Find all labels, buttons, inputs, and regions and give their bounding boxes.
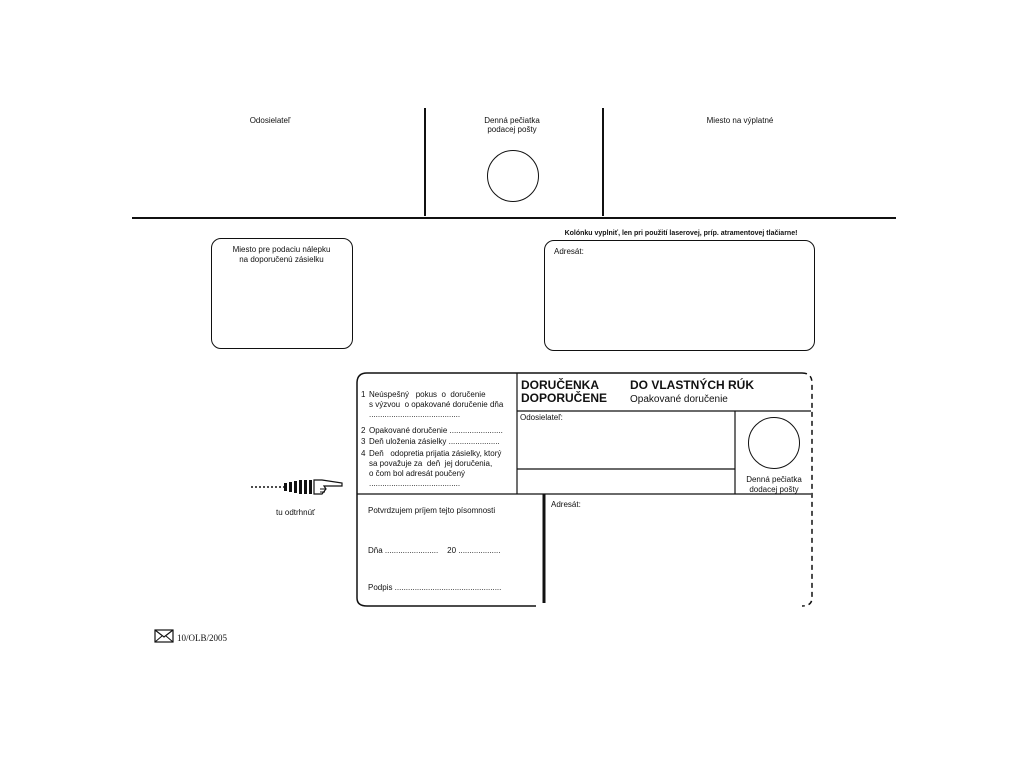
stamp-circle: [487, 150, 539, 202]
item-4-line1: Deň odopretia prijatia zásielky, ktorý: [369, 449, 502, 458]
receipt-addressee-label: Adresát:: [551, 500, 581, 509]
registered-sticker-box: [211, 238, 353, 349]
item-4-num: 4: [361, 449, 366, 458]
item-2-line1: Opakované doručenie ........................: [369, 426, 503, 435]
item-4: [361, 449, 516, 489]
item-3: [361, 437, 516, 447]
tear-here-label: tu odtrhnúť: [276, 508, 316, 517]
item-4-line3: o čom bol adresát poučený: [369, 469, 466, 478]
item-1-num: 1: [361, 390, 366, 399]
sticker-box-line1: Miesto pre podaciu nálepku: [232, 245, 331, 254]
stamp-label-line2: podacej pošty: [487, 125, 537, 134]
printer-instruction: Kolónku vyplniť, len pri použití laserovej, príp. atramentovej tlačiarne!: [564, 230, 798, 237]
receipt-stamp-line1: Denná pečiatka: [746, 475, 802, 484]
top-divider-right: [602, 108, 604, 216]
receipt-title-right1: DO VLASTNÝCH RÚK: [630, 378, 755, 392]
item-3-line1: Deň uloženia zásielky .......................: [369, 437, 500, 446]
item-4-line2: sa považuje za deň jej doručenia,: [369, 459, 493, 468]
date-field: Dňa ........................ 20 ...................: [368, 546, 501, 555]
item-1: [361, 390, 516, 419]
item-2-num: 2: [361, 426, 366, 435]
receipt-stamp-circle: [748, 417, 800, 469]
item-2: [361, 426, 516, 436]
receipt-title-line1: DORUČENKA: [521, 378, 599, 392]
top-divider-left: [424, 108, 426, 216]
receipt-sender-label: Odosielateľ:: [520, 413, 563, 422]
receipt-title-line2: DOPORUČENE: [521, 391, 608, 405]
item-1-line2: s výzvou o opakované doručenie dňa: [369, 400, 504, 409]
stamp-label-line1: Denná pečiatka: [484, 116, 540, 125]
receipt-title-right2: Opakované doručenie: [630, 394, 728, 405]
tear-here-hand-icon: [248, 476, 346, 498]
postal-logo-icon: [154, 629, 174, 643]
sender-label: Odosielateľ: [249, 116, 291, 125]
item-3-num: 3: [361, 437, 366, 446]
receipt-stamp-line2: dodacej pošty: [749, 485, 799, 494]
item-4-line4: .........................................: [369, 479, 461, 488]
horizontal-separator: [132, 217, 896, 219]
signature-field: Podpis ................................................: [368, 583, 502, 592]
addressee-box: [544, 240, 815, 351]
form-code: 10/OLB/2005: [177, 633, 228, 643]
item-1-line1: Neúspešný pokus o doručenie: [369, 390, 486, 399]
confirm-text: Potvrdzujem príjem tejto písomnosti: [368, 506, 496, 515]
item-1-line3: .........................................: [369, 410, 461, 419]
addressee-label: Adresát:: [554, 247, 584, 256]
payment-label: Miesto na výplatné: [706, 116, 774, 125]
sticker-box-line2: na doporučenú zásielku: [239, 255, 324, 264]
